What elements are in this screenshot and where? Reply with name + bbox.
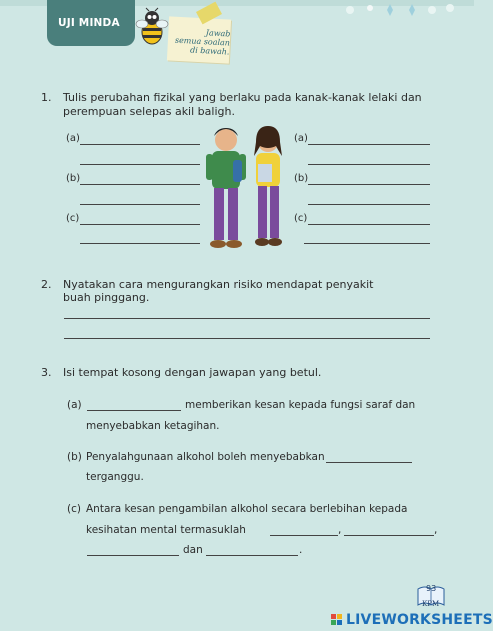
q3a-blank[interactable]	[87, 410, 181, 411]
q1-right-label-b: (b)	[294, 173, 309, 184]
q3b-text: Penyalahgunaan alkohol boleh menyebabkan	[86, 451, 325, 463]
q1-left-label-a: (a)	[66, 133, 80, 144]
q3b-blank[interactable]	[326, 462, 412, 463]
note-text	[171, 27, 230, 57]
q3c-text-cont: kesihatan mental termasuklah	[86, 524, 246, 536]
q1-right-answer-b-line1[interactable]	[308, 184, 430, 185]
q2-text-line: buah pinggang.	[63, 291, 150, 304]
q1-right-answer-c-line2[interactable]	[304, 243, 430, 244]
q3b-label: (b)	[67, 451, 82, 463]
q3c-blank-4[interactable]	[206, 555, 298, 556]
decoration-icon	[340, 2, 460, 18]
q3c-blank-3[interactable]	[87, 555, 179, 556]
badge-label: UJI MINDA	[58, 17, 120, 29]
q1-text-line: Tulis perubahan fizikal yang berlaku pada kanak-kanak lelaki dan	[63, 91, 422, 104]
q1-left-answer-b-line2[interactable]	[80, 204, 200, 205]
q1-right-label-c: (c)	[294, 213, 308, 224]
q1-left-answer-a-line1[interactable]	[80, 144, 200, 145]
q1-left-answer-c-line1[interactable]	[80, 224, 200, 225]
note-line: semua soalan	[174, 35, 231, 48]
q1-right-label-a: (a)	[294, 133, 308, 144]
q2-answer-line2[interactable]	[64, 338, 430, 339]
q1-left-answer-c-line2[interactable]	[80, 243, 200, 244]
q3c-period: .	[299, 544, 303, 556]
q1-number: 1.	[41, 91, 52, 104]
q1-right-answer-a-line1[interactable]	[308, 144, 430, 145]
q1-right-answer-a-line2[interactable]	[308, 164, 430, 165]
q1-text-line: perempuan selepas akil baligh.	[63, 105, 235, 118]
q1-right-answer-b-line2[interactable]	[308, 204, 430, 205]
q3c-text: Antara kesan pengambilan alkohol secara berlebihan kepada	[86, 503, 408, 515]
note-line: di bawah.	[189, 45, 230, 57]
q1-left-answer-a-line2[interactable]	[80, 164, 200, 165]
q1-left-answer-b-line1[interactable]	[80, 184, 200, 185]
liveworksheets-logo-icon	[331, 614, 343, 626]
uji-minda-badge	[47, 0, 135, 46]
q3a-label: (a)	[67, 399, 82, 411]
q3-number: 3.	[41, 366, 52, 379]
note-line: Jawab	[205, 28, 231, 39]
q1-left-label-c: (c)	[66, 213, 80, 224]
boy-and-girl-illustration	[196, 122, 296, 257]
q1-right-answer-c-line1[interactable]	[308, 224, 430, 225]
bee-mascot-icon	[134, 8, 170, 48]
publisher-label: KPM	[422, 600, 440, 608]
q3c-comma-2: ,	[434, 524, 438, 536]
q2-answer-line1[interactable]	[64, 318, 430, 319]
q3a-text: memberikan kesan kepada fungsi saraf dan	[185, 399, 416, 411]
q3c-label: (c)	[67, 503, 81, 515]
q3c-comma: ,	[338, 524, 342, 536]
q2-text-line: Nyatakan cara mengurangkan risiko mendapat penyakit	[63, 278, 374, 291]
q1-left-label-b: (b)	[66, 173, 81, 184]
q2-number: 2.	[41, 278, 52, 291]
page-number: 93	[426, 584, 437, 593]
q3a-text-cont: menyebabkan ketagihan.	[86, 420, 220, 432]
q3c-blank-1[interactable]	[270, 535, 338, 536]
liveworksheets-watermark: LIVEWORKSHEETS	[346, 612, 493, 628]
q3b-text-cont: terganggu.	[86, 471, 144, 483]
q3c-blank-2[interactable]	[344, 535, 434, 536]
q3-text: Isi tempat kosong dengan jawapan yang betul.	[63, 366, 322, 379]
q3c-dan: dan	[183, 544, 203, 556]
